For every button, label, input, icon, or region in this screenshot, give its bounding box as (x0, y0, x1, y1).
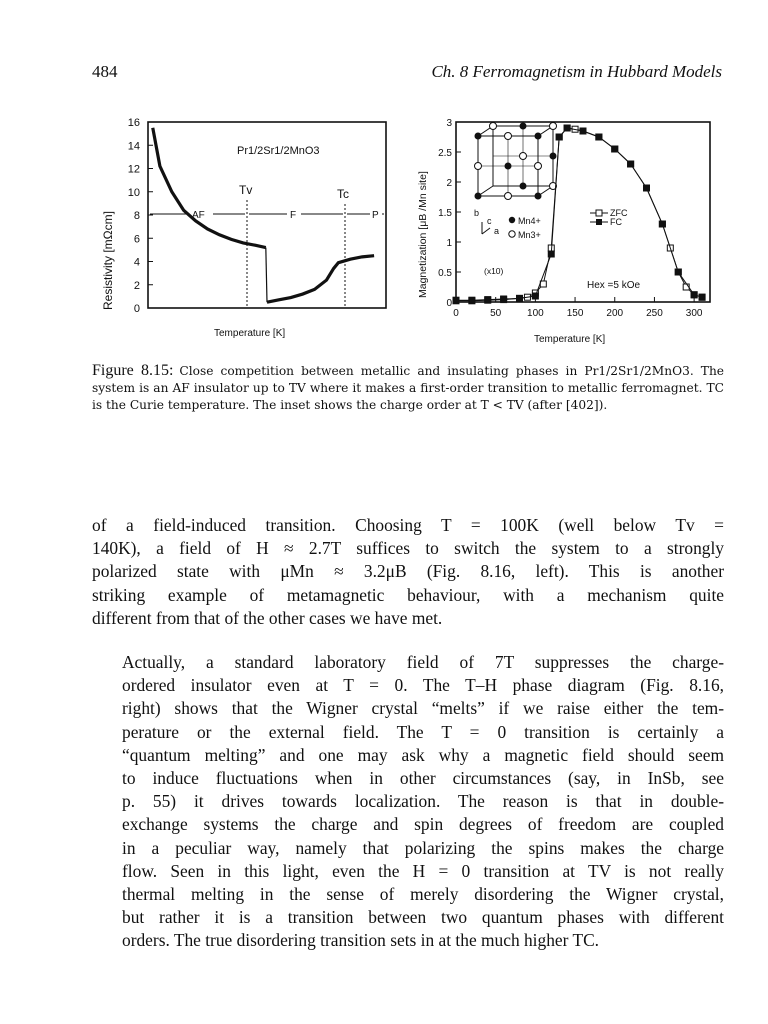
right-xlabel: Temperature [K] (534, 334, 606, 345)
left-xlabel: Temperature [K] (214, 328, 286, 339)
page-header (92, 62, 722, 86)
x-tick-label: 150 (566, 308, 584, 319)
caption-label: Figure 8.15: (92, 362, 174, 379)
right-panel (417, 118, 710, 345)
y-tick-label: 2.5 (438, 148, 452, 159)
text-line: polarized state with μMn ≈ 3.2μB (Fig. 8.16, left). This is another (92, 561, 724, 582)
data-point-fc (675, 269, 681, 275)
data-point-fc (644, 185, 650, 191)
x-tick-label: 50 (490, 308, 502, 319)
left-panel (101, 117, 386, 339)
x-tick-label: 300 (685, 308, 703, 319)
y-tick-label: 0 (133, 303, 140, 315)
x10-label: (x10) (484, 266, 504, 276)
y-tick-label: 1.5 (438, 208, 452, 219)
y-tick-label: 14 (127, 140, 140, 153)
y-tick-label: 3 (446, 118, 452, 129)
left-formula: Pr1/2Sr1/2MnO3 (237, 145, 320, 157)
legend-fc: FC (610, 217, 622, 227)
inset-axis-c: c (487, 216, 492, 226)
x-tick-label: 250 (646, 308, 663, 319)
data-point-fc (659, 221, 665, 227)
text-line: striking example of metamagnetic behaviour, with a mechanism quite (92, 584, 724, 605)
text-line: flow. Seen in this light, even the H = 0 transition at TV is not really (122, 860, 724, 881)
text-line: of a field-induced transition. Choosing T = 100K (well below Tv = (92, 515, 724, 535)
text-line: thermal melting in the sense of merely disordering the Wigner crystal, (122, 884, 724, 905)
left-ylabel: Resistivity [mΩcm] (101, 211, 115, 310)
y-tick-label: 2 (133, 279, 140, 292)
left-tv-label: Tv (239, 183, 253, 197)
data-point-fc (612, 146, 618, 152)
legend (590, 208, 628, 227)
page-number: 484 (92, 62, 118, 81)
text-line: 140K), a field of H ≈ 2.7T suffices to switch the system to a strongly (92, 538, 724, 559)
text-line: Actually, a standard laboratory field of 7T suppresses the charge- (122, 652, 724, 672)
text-line: but rather it is a transition between two quantum phases with different (122, 907, 724, 928)
data-point-fc (691, 292, 697, 298)
text-line: right) shows that the Wigner crystal “melts” if we raise either the tem- (122, 698, 724, 719)
data-point-fc (469, 297, 475, 303)
left-y-ticks (128, 117, 153, 315)
inset-axis-a: a (494, 226, 500, 236)
inset-mn4: Mn4+ (518, 216, 541, 226)
left-tc-label: Tc (337, 187, 349, 201)
data-point-fc (532, 293, 538, 299)
resistivity-jump (266, 248, 267, 303)
text-line: exchange systems the charge and spin degrees of freedom are coupled (122, 814, 724, 835)
left-region-p: P (372, 210, 379, 221)
text-line: perature or the external field. The T = 0 transition is certainly a (122, 721, 724, 742)
charge-order-inset (474, 123, 557, 241)
right-y-ticks (438, 118, 461, 309)
text-line: different from that of the other cases we have met. (92, 607, 443, 628)
text-line: p. 55) it drives towards localization. The reason is that in double- (122, 791, 724, 812)
x-tick-label: 200 (606, 308, 624, 319)
inset-mn3: Mn3+ (518, 230, 541, 240)
field-label: Hex =5 kOe (587, 280, 641, 291)
y-tick-label: 10 (127, 186, 140, 199)
data-point-fc (517, 295, 523, 301)
y-tick-label: 12 (127, 163, 140, 176)
left-region-af: AF (192, 210, 205, 221)
x-tick-label: 100 (527, 308, 544, 319)
data-point-fc (485, 297, 491, 303)
inset-axis-b: b (474, 208, 480, 218)
legend-zfc: ZFC (610, 208, 628, 218)
data-point-fc (580, 128, 586, 134)
y-tick-label: 8 (133, 210, 140, 222)
data-point-fc (501, 296, 507, 302)
text-line: orders. The true disordering transition sets in at the much higher TC. (122, 930, 600, 951)
y-tick-label: 4 (133, 256, 140, 269)
magnetization-curves (453, 125, 705, 304)
paragraph-1 (92, 514, 724, 630)
text-line: in a peculiar way, namely that polarizing the spins makes the charge (122, 837, 724, 858)
y-tick-label: 16 (127, 117, 140, 129)
running-title: Ch. 8 Ferromagnetism in Hubbard Models (431, 62, 722, 81)
data-point-fc (564, 125, 570, 131)
figure-caption (92, 362, 724, 414)
y-tick-label: 0 (446, 298, 452, 309)
y-tick-label: 6 (133, 233, 140, 246)
data-point-fc (548, 251, 554, 257)
y-tick-label: 2 (446, 178, 452, 189)
data-point-fc (453, 297, 459, 303)
figure-8-15 (0, 110, 768, 360)
right-ylabel: Magnetization [μB /Mn site] (417, 171, 429, 298)
y-tick-label: 1 (446, 238, 452, 249)
left-region-f: F (290, 210, 297, 221)
text-line: to induce fluctuations when in other circumstances (say, in InSb, see (122, 768, 724, 789)
paragraph-2 (92, 651, 724, 953)
data-point-fc (596, 134, 602, 140)
text-line: ordered insulator even at T = 0. The T–H phase diagram (Fig. 8.16, (122, 675, 724, 696)
y-tick-label: 0.5 (438, 268, 452, 279)
caption-text: Close competition between metallic and insulating phases in Pr1/2Sr1/2MnO3. The system is an AF insulator up to TV where it makes a first-order transition to metallic ferromagnet. TC is the Curie temperature. The inset shows the charge order at T < TV (after [402]). (92, 364, 725, 412)
resistivity-metallic-segment (267, 256, 374, 303)
x-tick-label: 0 (453, 308, 459, 319)
data-point-fc (556, 134, 562, 140)
text-line: “quantum melting” and one may ask why a magnetic field should seem (122, 744, 724, 765)
data-point-fc (699, 294, 705, 300)
data-point-fc (628, 161, 634, 167)
